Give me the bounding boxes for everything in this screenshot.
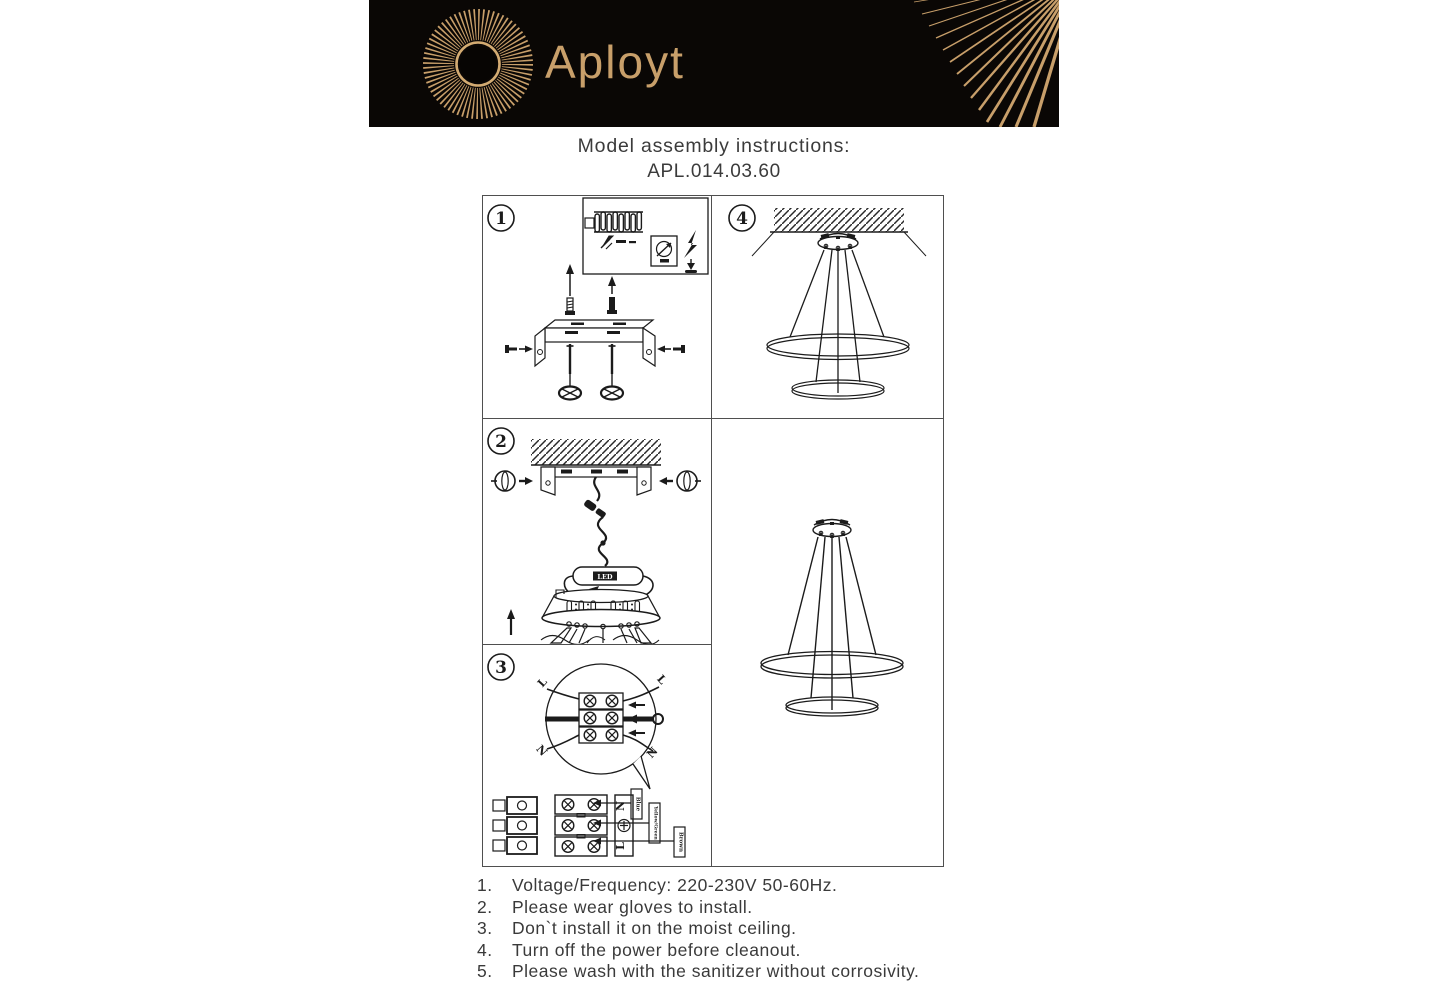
step1-panel: [483, 196, 711, 418]
step2-panel: [483, 419, 711, 644]
terminal-block-diagram: [493, 789, 685, 857]
rotate-tool-icon: [651, 236, 677, 266]
note-number: 1.: [477, 875, 493, 895]
note-number: 5.: [477, 961, 493, 982]
step2-badge: [488, 428, 514, 454]
pendant-canopy: [818, 233, 858, 251]
step1-drawing: [483, 196, 711, 418]
brand-banner: [369, 0, 1059, 127]
spring-anchor-icon: [585, 212, 643, 232]
sunburst-logo-icon: [419, 4, 537, 124]
svg-text:N: N: [533, 742, 550, 759]
title-block: [369, 135, 1059, 183]
svg-text:1: 1: [495, 209, 507, 229]
connector-block: [493, 797, 537, 854]
mounting-bracket-drawing: [505, 264, 685, 400]
step4-panel: [712, 196, 943, 418]
earth-icon: [618, 820, 630, 832]
safety-notes-list: [477, 875, 1037, 983]
finished-pendant-drawing: [712, 419, 943, 866]
power-cable: [583, 477, 607, 566]
note-item: [477, 918, 1037, 940]
model-number: APL.014.03.60: [647, 161, 781, 182]
canopy-drawing: [507, 590, 660, 645]
mounted-bracket: [541, 467, 651, 495]
note-text: Please wash with the sanitizer without corrosivity.: [512, 961, 920, 982]
decorative-rays-icon: [824, 0, 1059, 127]
svg-text:4: 4: [736, 209, 748, 229]
step3-panel: [483, 645, 711, 866]
note-item: [477, 940, 1037, 962]
nl-label-strip: [614, 795, 633, 856]
ceiling-hatch: [531, 439, 661, 465]
note-text: Voltage/Frequency: 220-230V 50-60Hz.: [512, 875, 838, 895]
step4-drawing: [712, 196, 943, 418]
step3-drawing: [483, 645, 711, 866]
side-screw-right: [657, 345, 685, 353]
wall-anchor-right: [601, 374, 623, 400]
note-text: Turn off the power before cleanout.: [512, 939, 801, 960]
pointer-arrow-icon: [601, 236, 636, 249]
svg-text:L: L: [614, 842, 627, 850]
suspension-wires: [788, 537, 876, 710]
fastener-symbol-left: [491, 471, 533, 491]
note-item: [477, 897, 1037, 919]
svg-text:LED: LED: [597, 572, 613, 581]
drill-anchor-inset: [583, 198, 708, 274]
side-screw-left: [505, 345, 533, 353]
svg-text:Brown: Brown: [677, 832, 684, 852]
pendant-canopy: [813, 519, 851, 538]
note-number: 4.: [477, 939, 493, 960]
wall-anchor-left: [559, 374, 581, 400]
assembly-diagram-grid: [482, 195, 944, 867]
step1-badge: [488, 205, 514, 231]
finished-pendant-panel: [712, 419, 943, 866]
note-text: Don`t install it on the moist ceiling.: [512, 918, 797, 939]
page-title: Model assembly instructions:: [577, 135, 851, 157]
svg-text:L: L: [654, 672, 670, 687]
fastener-symbol-right: [659, 471, 701, 491]
step2-drawing: [483, 419, 711, 644]
svg-text:N: N: [644, 744, 661, 761]
svg-text:N: N: [614, 800, 627, 812]
brand-name: Aployt: [545, 36, 685, 88]
suspension-wires: [790, 250, 884, 393]
step4-badge: [729, 205, 755, 231]
note-item: [477, 961, 1037, 983]
svg-text:L: L: [534, 675, 550, 690]
svg-text:3: 3: [495, 658, 507, 678]
note-text: Please wear gloves to install.: [512, 896, 753, 917]
svg-text:Yellow/Green: Yellow/Green: [652, 806, 658, 840]
step3-badge: [488, 654, 514, 680]
note-number: 2.: [477, 896, 493, 917]
svg-text:2: 2: [495, 432, 507, 452]
note-number: 3.: [477, 918, 493, 939]
wiring-magnifier: [533, 664, 669, 789]
no-power-icon: [684, 230, 697, 273]
svg-text:Blue: Blue: [634, 796, 641, 812]
note-item: [477, 875, 1037, 897]
